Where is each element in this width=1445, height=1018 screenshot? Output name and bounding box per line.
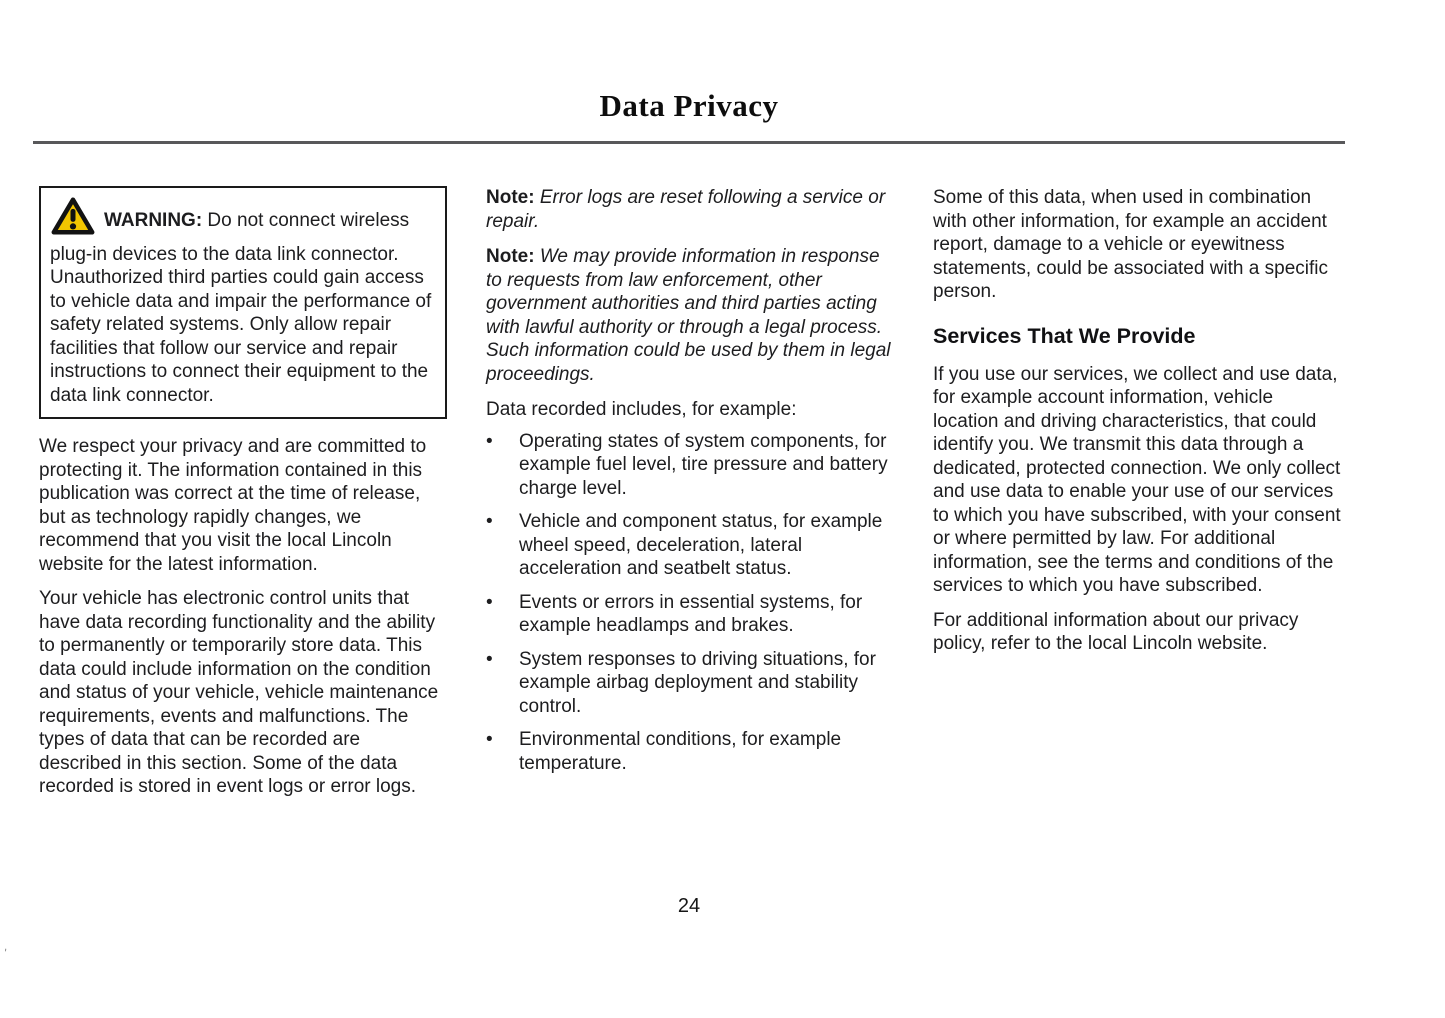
list-item-text: Events or errors in essential systems, for example headlamps and brakes. [519,591,863,636]
section-heading-services: Services That We Provide [933,323,1196,348]
list-item-text: Vehicle and component status, for example wheel speed, deceleration, lateral acceleration and seatbelt status. [519,511,883,579]
list-item [486,728,894,775]
list-item-text: Operating states of system components, for example fuel level, tire pressure and battery charge level. [519,430,888,499]
note-paragraph-2 [486,245,894,386]
content-columns [39,186,1341,810]
corner-print-mark: ' [3,945,8,961]
title-divider-rule [33,141,1345,144]
list-item-text: System responses to driving situations, for example airbag deployment and stability control. [519,648,876,717]
right-paragraph-2: If you use our services, we collect and use data, for example account information, vehicle location and driving characteristics, that could identify you. We transmit this data through a dedicated, protected connection. We only collect and use data to enable your use of our services to which you have subscribed, with your consent or where permitted by law. For additional information, see the terms and conditions of the services to which you have subscribed. [933,363,1341,596]
bullet-icon: • [486,729,493,750]
page-number: 24 [677,895,701,917]
warning-text: Do not connect wireless plug-in devices to the data link connector. Unauthorized third parties could gain access to vehicle data and impair the performance of safety related systems. Only allow repair facilities that follow our service and repair instructions to connect their equipment to the data link connector. [50,210,432,406]
left-column [39,186,447,810]
right-paragraph-1: Some of this data, when used in combination with other information, for example an accident report, damage to a vehicle or eyewitness statements, could be associated with a specific person. [933,187,1328,302]
bullet-icon: • [486,511,493,532]
warning-box [39,186,447,419]
page-title: Data Privacy [599,88,779,123]
list-item [486,430,894,501]
list-item-text: Environmental conditions, for example temperature. [519,729,842,774]
list-item [486,591,894,638]
list-item [486,648,894,719]
bullet-icon: • [486,591,493,613]
left-paragraph-1: We respect your privacy and are committed to protecting it. The information contained in this publication was correct at the time of release, but as technology rapidly changes, we recommend that you visit the local Lincoln website for the latest information. [39,436,427,575]
right-column [933,186,1341,810]
bullet-icon: • [486,648,493,670]
right-paragraph-3: For additional information about our privacy policy, refer to the local Lincoln website. [933,609,1299,654]
left-paragraph-2: Your vehicle has electronic control units that have data recording functionality and the ability to permanently or temporarily store data. This data could include information on the condition and status of your vehicle, vehicle maintenance requirements, events and malfunctions. The types of data that can be recorded are described in this section. Some of the data recorded is stored in event logs or error logs. [39,588,439,797]
note-label: Note: [486,246,535,267]
note-paragraph-1 [486,186,894,233]
note-text: We may provide information in response to requests from law enforcement, other government authorities and third parties acting with lawful authority or through a legal process. Such information could be used by them in legal proceedings. [486,246,891,385]
note-label: Note: [486,187,535,208]
list-item [486,510,894,581]
warning-label: WARNING: [104,210,203,231]
bullet-icon: • [486,430,493,452]
middle-column [486,186,894,810]
note-text: Error logs are reset following a service or repair. [486,187,886,232]
list-intro: Data recorded includes, for example: [486,399,797,420]
warning-triangle-icon [50,196,96,243]
